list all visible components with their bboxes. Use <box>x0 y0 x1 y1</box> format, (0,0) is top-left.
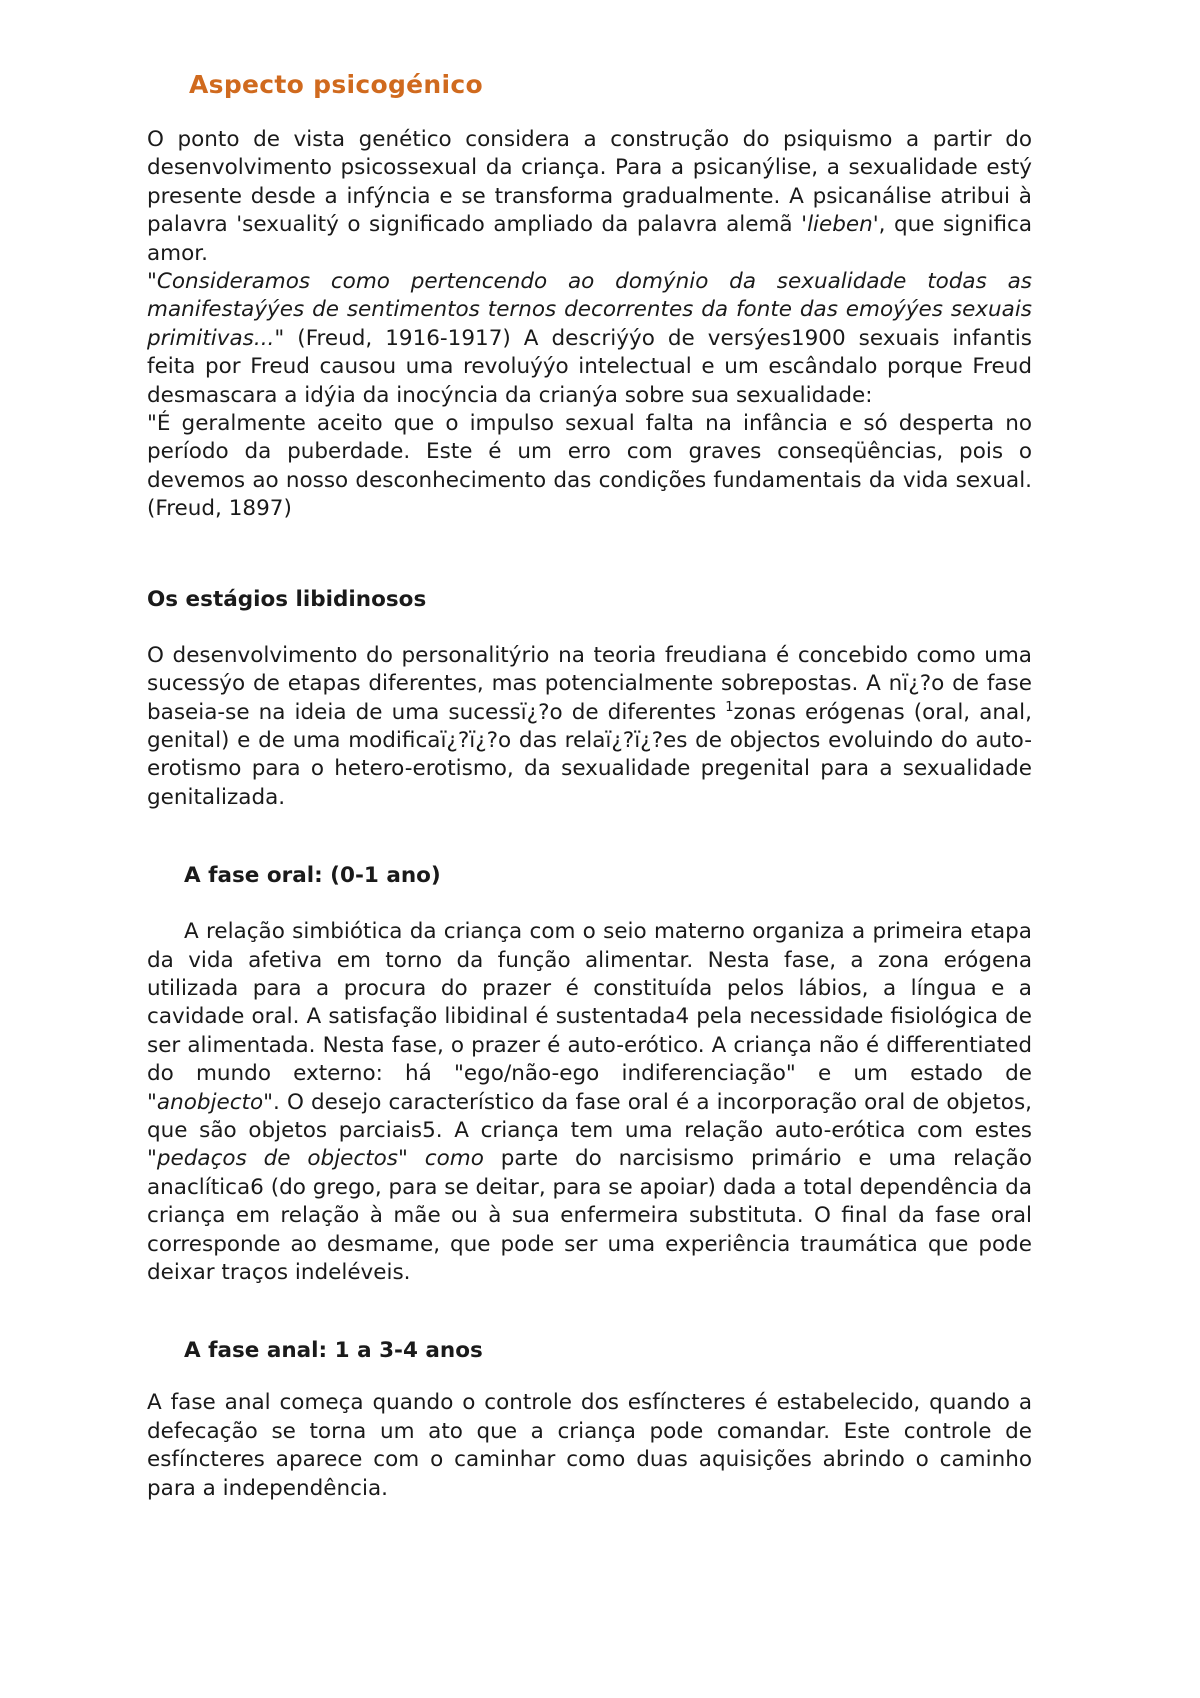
oral-italic-2: pedaços de objectos" como <box>156 1146 484 1172</box>
stages-text-cont: zonas erógenas (oral, anal, genital) e de uma modificaï¿?ï¿?o das relaï¿?ï¿?es de objectos evoluindo do auto-erotismo para o hetero-erotismo, da sexualidade pregenital para a sexualidade genitalizada. <box>147 699 1032 810</box>
section-heading-stages: Os estágios libidinosos <box>147 586 427 612</box>
oral-paragraph <box>147 918 1032 1287</box>
anal-paragraph: A fase anal começa quando o controle dos esfíncteres é estabelecido, quando a defecação se torna um ato que a criança pode comandar. Este controle de esfíncteres aparece com o caminhar como duas aquisições abrindo o caminho para a independência. <box>147 1390 1032 1501</box>
stages-text: O desenvolvimento do personalitýrio na teoria freudiana é concebido como uma sucessýo de etapas diferentes, mas potencialmente sobrepostas. A nï¿?o de fase baseia-se na ideia de uma sucessï¿?o de diferentes <box>147 642 1032 725</box>
page-title: Aspecto psicogénico <box>189 70 483 99</box>
section-heading-anal: A fase anal: 1 a 3-4 anos <box>184 1338 483 1364</box>
intro-paragraph <box>147 126 1032 524</box>
intro-text-end: ', que significa amor. <box>147 212 1033 266</box>
document-page <box>147 70 1032 1503</box>
intro-text: O ponto de vista genético considera a construção do psiquismo a partir do desenvolvimento psicossexual da criança. Para a psicanýlise, a sexualidade estý presente desde a infýncia e se transforma gradualmente. A psicanálise atribui à palavra 'sexualitý o significado ampliado da palavra alemã ' <box>147 127 1032 238</box>
oral-text-1: A relação simbiótica da criança com o seio materno organiza a primeira etapa da vida afetiva em torno da função alimentar. Nesta fase, a zona erógena utilizada para a procura do prazer é constituída pelos lábios, a língua e a cavidade oral. A satisfação libidinal é sustentada4 pela necessidade fisiológica de ser alimentada. Nesta fase, o prazer é auto-erótico. A criança não é differentiated do mundo externo: há "ego/não-ego indiferenciação" e um estado de " <box>147 919 1032 1115</box>
freud-quote-rest: " (Freud, 1916-1917) A descriýýo de versýes1900 sexuais infantis feita por Freud causou uma revoluýýo intelectual e um escândalo porque Freud desmascara a idýia da inocýncia da crianýa sobre sua sexualidade: <box>147 325 1032 408</box>
intro-italic-term: lieben <box>807 212 873 238</box>
freud-quote-2: "É geralmente aceito que o impulso sexual falta na infância e só desperta no período da puberdade. Este é um erro com graves conseqüências, pois o devemos ao nosso desconhecimento das condições fundamentais da vida sexual. (Freud, 1897) <box>147 411 1032 522</box>
footnote-marker: 1 <box>725 699 734 715</box>
quote-open: " <box>147 269 157 295</box>
oral-text-3: parte do narcisismo primário e uma relação anaclítica6 (do grego, para se deitar, para se apoiar) dada a total dependência da criança em relação à mãe ou à sua enfermeira substituta. O final da fase oral corresponde ao desmame, que pode ser uma experiência traumática que pode deixar traços indeléveis. <box>147 1146 1032 1285</box>
stages-paragraph <box>147 642 1032 812</box>
freud-quote-italic: Consideramos como pertencendo ao domýnio da sexualidade todas as manifestaýýes de sentimentos ternos decorrentes da fonte das emoýýes sexuais primitivas... <box>147 269 1032 351</box>
oral-text-2: ". O desejo característico da fase oral é a incorporação oral de objetos, que são objetos parciais5. A criança tem uma relação auto-erótica com estes " <box>147 1089 1032 1172</box>
oral-italic-1: anobjecto <box>156 1089 264 1115</box>
section-heading-oral: A fase oral: (0-1 ano) <box>184 863 441 889</box>
